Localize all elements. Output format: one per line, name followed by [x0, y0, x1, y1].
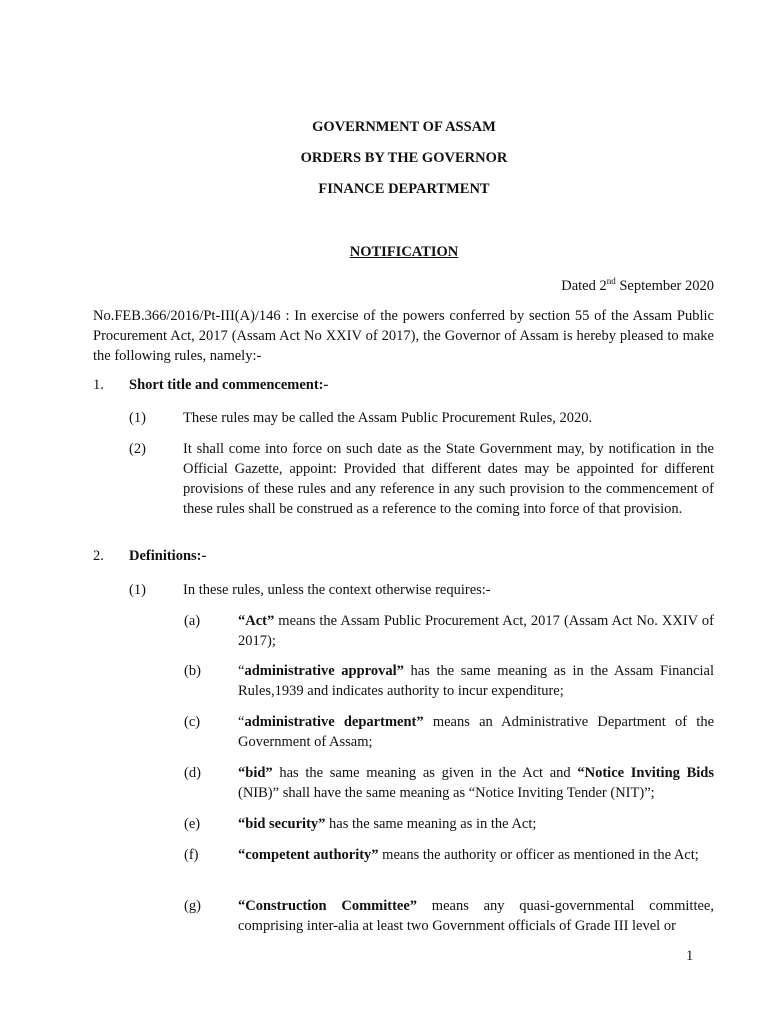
definition-d: “bid” has the same meaning as given in the Act and “Notice Inviting Bids (NIB)” shall have the same meaning as “Notice Inviting Tender (NIT)”; [238, 765, 714, 801]
definition-g: “Construction Committee” means any quasi-governmental committee, comprising inter-alia at least two Government officials of Grade III level or [238, 898, 714, 934]
definition-f-number: (f) [184, 847, 199, 863]
header-government: GOVERNMENT OF ASSAM [312, 119, 496, 135]
definition-f: “competent authority” means the authority or officer as mentioned in the Act; [238, 847, 699, 863]
section-2-sub-1-text: In these rules, unless the context otherwise requires:- [183, 582, 491, 598]
header-department: FINANCE DEPARTMENT [318, 181, 490, 197]
definition-a-number: (a) [184, 613, 201, 629]
preamble: No.FEB.366/2016/Pt-III(A)/146 : In exercise of the powers conferred by section 55 of the Assam Public Procurement Act, 2017 (Assam Act No XXIV of 2017), the Governor of Assam is hereby pleased to make the following rules, namely:- [93, 308, 714, 364]
header-orders: ORDERS BY THE GOVERNOR [300, 150, 508, 166]
section-1-sub-1-number: (1) [129, 410, 146, 426]
definition-b-number: (b) [184, 663, 201, 679]
section-2-number: 2. [93, 548, 104, 564]
section-1-sub-1-text: These rules may be called the Assam Public Procurement Rules, 2020. [183, 410, 593, 426]
definition-c: “administrative department” means an Administrative Department of the Government of Assam; [238, 714, 715, 750]
section-1-sub-2-text: It shall come into force on such date as the State Government may, by notification in the Official Gazette, appoint: Provided that different dates may be appointed for different provisions of these rules and any reference in any such provision to the commencement of these rules shall be construed as a reference to the coming into force of that provision. [183, 441, 714, 517]
definition-a: “Act” means the Assam Public Procurement Act, 2017 (Assam Act No. XXIV of 2017); [238, 613, 714, 649]
definition-e-number: (e) [184, 816, 201, 832]
section-2-sub-1-number: (1) [129, 582, 146, 598]
definition-c-number: (c) [184, 714, 201, 730]
notification-title: NOTIFICATION [349, 244, 459, 260]
section-1-title: Short title and commencement:- [129, 377, 329, 393]
section-1-number: 1. [93, 377, 104, 393]
page-number: 1 [686, 948, 694, 964]
definition-d-number: (d) [184, 765, 201, 781]
definition-g-number: (g) [184, 898, 201, 914]
section-1-sub-2-number: (2) [129, 441, 146, 457]
notification-date: Dated 2nd September 2020 [561, 276, 714, 294]
section-2-title: Definitions:- [129, 548, 207, 564]
definition-e: “bid security” has the same meaning as in the Act; [238, 816, 537, 832]
definition-b: “administrative approval” has the same meaning as in the Assam Financial Rules,1939 and indicates authority to incur expenditure; [238, 663, 715, 699]
